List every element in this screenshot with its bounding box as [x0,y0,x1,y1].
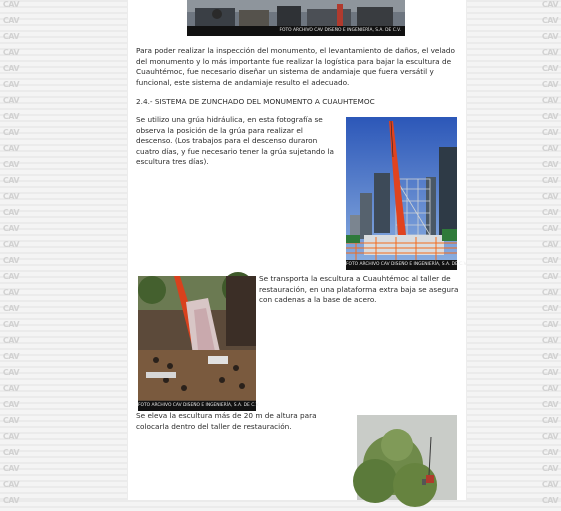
watermark-logo: CAV [2,352,20,361]
watermark-logo: CAV [541,384,559,393]
watermark-logo: CAV [541,16,559,25]
watermark-logo: CAV [541,160,559,169]
watermark-logo: CAV [541,128,559,137]
lift-photo [357,415,457,500]
watermark-logo: CAV [2,272,20,281]
watermark-logo: CAV [2,416,20,425]
watermark-logo: CAV [2,480,20,489]
crane-paragraph: Se utilizo una grúa hidráulica, en esta fotografía se observa la posición de la grúa para realizar el descenso. (Los trabajos para el descenso duraron cuatro días, y fue necesario tener la grúa sujetando la escultura tres días). [136,115,334,167]
watermark-logo: CAV [541,64,559,73]
watermark-logo: CAV [2,224,20,233]
watermark-logo: CAV [541,400,559,409]
watermark-logo: CAV [541,464,559,473]
watermark-logo: CAV [541,0,559,9]
right-watermark-strip [539,0,561,505]
watermark-logo: CAV [541,480,559,489]
photo-caption-top: FOTO ARCHIVO CAV DISEÑO E INGENIERÍA, S.A. DE C.V. [187,26,405,36]
watermark-logo: CAV [541,144,559,153]
watermark-logo: CAV [2,384,20,393]
watermark-logo: CAV [541,272,559,281]
watermark-logo: CAV [2,160,20,169]
watermark-logo: CAV [541,288,559,297]
watermark-logo: CAV [541,224,559,233]
lift-paragraph: Se eleva la escultura más de 20 m de altura para colocarla dentro del taller de restauración. [136,411,317,431]
watermark-logo: CAV [2,256,20,265]
watermark-logo: CAV [2,304,20,313]
transport-paragraph: Se transporta la escultura a Cuauhtémoc al taller de restauración, en una plataforma extra baja se asegura con cadenas a la base de acero. [259,274,459,305]
crane-photo [346,117,468,270]
watermark-logo: CAV [541,96,559,105]
transport-photo [138,276,260,411]
photo-caption-transport: FOTO ARCHIVO CAV DISEÑO E INGENIERÍA, S.A. DE C.V. [138,401,256,411]
watermark-logo: CAV [2,176,20,185]
watermark-logo: CAV [2,112,20,121]
watermark-logo: CAV [2,336,20,345]
watermark-logo: CAV [2,48,20,57]
watermark-logo: CAV [2,448,20,457]
watermark-logo: CAV [2,496,20,505]
watermark-logo: CAV [541,208,559,217]
watermark-logo: CAV [2,96,20,105]
watermark-logo: CAV [2,0,20,9]
watermark-logo: CAV [2,400,20,409]
watermark-logo: CAV [2,368,20,377]
watermark-logo: CAV [541,192,559,201]
watermark-logo: CAV [2,288,20,297]
watermark-logo: CAV [541,176,559,185]
section-heading: 2.4.- SISTEMA DE ZUNCHADO DEL MONUMENTO A CUAUHTEMOC [136,97,375,106]
watermark-logo: CAV [541,496,559,505]
watermark-logo: CAV [541,256,559,265]
watermark-logo: CAV [2,64,20,73]
watermark-logo: CAV [541,448,559,457]
watermark-logo: CAV [541,112,559,121]
watermark-logo: CAV [2,128,20,137]
watermark-logo: CAV [2,16,20,25]
watermark-logo: CAV [2,208,20,217]
watermark-logo: CAV [541,416,559,425]
watermark-logo: CAV [541,32,559,41]
watermark-logo: CAV [2,192,20,201]
intro-paragraph: Para poder realizar la inspección del monumento, el levantamiento de daños, el velado del monumento y lo más importante fue realizar la logística para bajar la escultura de Cuauhtémoc, fue necesario diseñar un sistema de andamiaje que fuera versátil y funcional, este sistema de andamiaje resulto el adecuado. [136,46,455,87]
watermark-logo: CAV [2,464,20,473]
watermark-logo: CAV [541,304,559,313]
watermark-logo: CAV [2,80,20,89]
watermark-logo: CAV [2,240,20,249]
article-content [127,0,467,500]
watermark-logo: CAV [541,240,559,249]
watermark-logo: CAV [2,144,20,153]
watermark-logo: CAV [541,48,559,57]
street-photo-top [187,0,405,36]
watermark-logo: CAV [2,32,20,41]
watermark-logo: CAV [541,432,559,441]
photo-caption-crane: FOTO ARCHIVO CAV DISEÑO E INGENIERÍA, S.A. DE C.V. [346,260,457,270]
watermark-logo: CAV [541,336,559,345]
left-watermark-strip [0,0,22,505]
watermark-logo: CAV [541,352,559,361]
watermark-logo: CAV [2,320,20,329]
watermark-logo: CAV [541,320,559,329]
watermark-logo: CAV [541,80,559,89]
watermark-logo: CAV [541,368,559,377]
watermark-logo: CAV [2,432,20,441]
